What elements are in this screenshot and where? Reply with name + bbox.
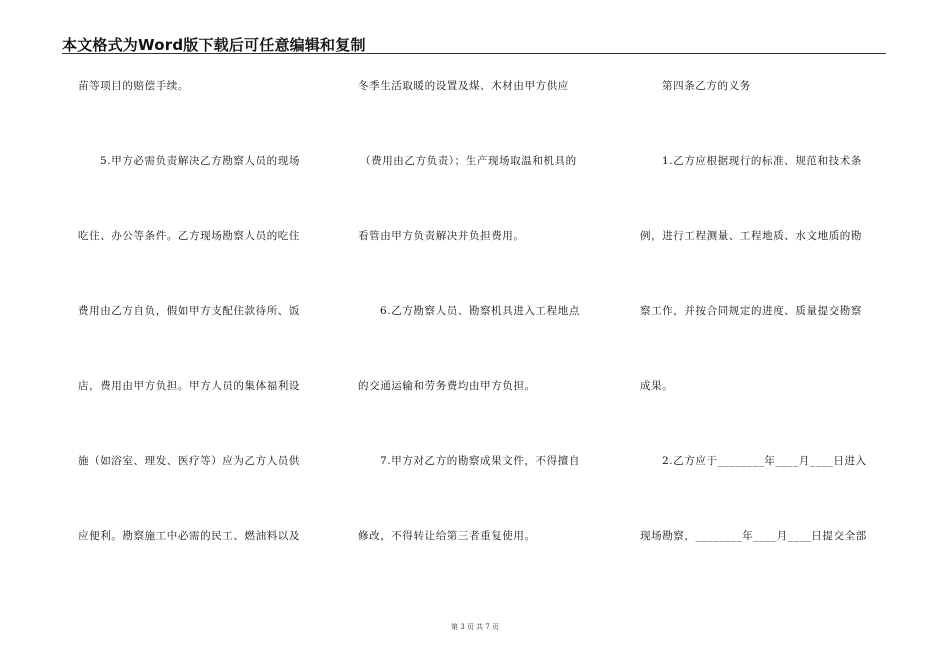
text-column-1 [78,0,328,600]
text-line: 吃住、办公等条件。乙方现场勘察人员的吃住 [78,230,300,242]
text-line: 现场勘察，________年____月____日提交全部 [640,530,867,542]
text-line: 5.甲方必需负责解决乙方勘察人员的现场 [100,155,300,167]
text-line: 冬季生活取暖的设置及煤、木材由甲方供应 [358,80,569,92]
text-line: 费用由乙方自负，假如甲方支配住款待所、饭 [78,305,300,317]
text-line: （费用由乙方负责）；生产现场取温和机具的 [360,155,577,167]
text-line: 苗等项目的赔偿手续。 [78,80,189,92]
text-line: 看管由甲方负责解决并负担费用。 [358,230,525,242]
text-line: 修改，不得转让给第三者重复使用。 [358,530,536,542]
text-column-3 [640,0,890,600]
document-header-title: 本文格式为Word版下载后可任意编辑和复制 [62,36,366,54]
text-line: 6.乙方勘察人员、勘察机具进入工程地点 [380,305,580,317]
text-line: 应便利。勘察施工中必需的民工、燃油料以及 [78,530,300,542]
text-line: 店，费用由甲方负担。甲方人员的集体福利设 [78,380,300,392]
text-line: 7.甲方对乙方的勘察成果文件，不得擅自 [380,455,580,467]
text-line: 察工作，并按合同规定的进度、质量提交勘察 [640,305,862,317]
text-column-2 [358,0,608,600]
text-line: 1.乙方应根据现行的标准、规范和技术条 [662,155,862,167]
page-number: 第 3 页 共 7 页 [450,623,500,631]
text-line: 成果。 [640,380,674,392]
section-heading: 第四条乙方的义务 [662,80,751,92]
text-line: 的交通运输和劳务费均由甲方负担。 [358,380,536,392]
text-line: 2.乙方应于________年____月____日进入 [662,455,867,467]
text-line: 施（如浴室、理发、医疗等）应为乙方人员供 [78,455,300,467]
text-line: 例，进行工程测量、工程地质、水文地质的勘 [640,230,862,242]
